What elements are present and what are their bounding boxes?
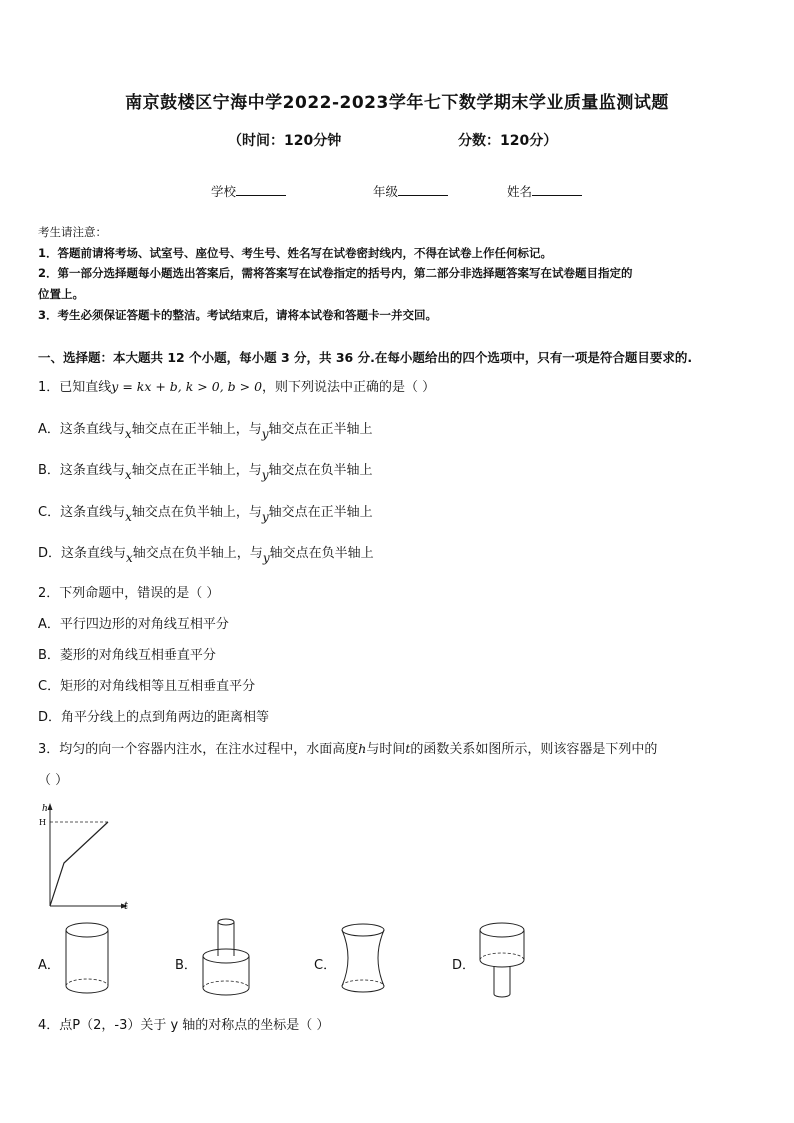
- q1-b-label: B．这条直线与: [38, 463, 125, 478]
- score-info: 分数：120分）: [458, 133, 558, 149]
- q2-option-b: B．菱形的对角线互相垂直平分: [38, 648, 216, 663]
- x-var: x: [124, 468, 132, 482]
- note-item-2: 2．第一部分选择题每小题选出答案后，需将答案写在试卷指定的括号内，第二部分非选择题答案写在试卷题目指定的: [38, 266, 633, 280]
- q2-option-a: A．平行四边形的对角线互相平分: [38, 617, 229, 632]
- name-blank: [532, 184, 582, 196]
- q1-formula: y = kx + b, k > 0, b > 0: [111, 379, 263, 394]
- graph-h-mark: H: [39, 818, 46, 827]
- q3-function-graph: [32, 800, 142, 916]
- q3-option-b-label: B．: [175, 958, 197, 973]
- q3-option-d-label: D．: [452, 958, 476, 973]
- question-1-stem: [38, 376, 435, 395]
- question-3-stem: [38, 738, 657, 757]
- y-var: y: [261, 427, 269, 441]
- q2-option-d: D．角平分线上的点到角两边的距离相等: [38, 710, 270, 725]
- graph-y-arrow: [48, 803, 53, 810]
- q3-stem-a: 3．均匀的向一个容器内注水，在注水过程中，水面高度: [38, 742, 359, 757]
- q1-option-c: [38, 501, 373, 524]
- q1-prefix: 1．已知直线: [38, 380, 112, 395]
- q1-option-b: [38, 459, 373, 482]
- grade-label: 年级: [373, 184, 399, 199]
- x-var: x: [126, 551, 133, 565]
- time-info: （时间：120分钟: [228, 133, 342, 149]
- note-item-2-cont: 位置上。: [38, 287, 84, 301]
- q3-option-a-label: A．: [38, 958, 60, 973]
- q1-a-mid: 轴交点在正半轴上，与: [131, 422, 262, 437]
- q1-c-end: 轴交点在正半轴上: [268, 505, 373, 520]
- q3-option-c-label: C．: [314, 958, 337, 973]
- q1-a-end: 轴交点在正半轴上: [268, 422, 373, 437]
- q1-b-end: 轴交点在负半轴上: [268, 463, 373, 478]
- question-4-stem: 4．点P（2，-3）关于 y 轴的对称点的坐标是（ ）: [38, 1018, 330, 1033]
- container-d-narrow-bottom: [474, 918, 532, 1002]
- graph-x-label: t: [124, 901, 129, 912]
- t-var: t: [405, 741, 411, 756]
- q1-a-label: A．这条直线与: [38, 422, 125, 437]
- y-var: y: [262, 551, 270, 565]
- section-heading: 一、选择题：本大题共 12 个小题，每小题 3 分，共 36 分.在每小题给出的四个选项中，只有一项是符合题目要求的.: [38, 350, 693, 365]
- container-b-narrow-top: [198, 914, 258, 1002]
- q1-option-d: [38, 542, 374, 565]
- q1-d-label: D．这条直线与: [38, 546, 127, 561]
- q3-stem-c: 的函数关系如图所示，则该容器是下列中的: [410, 742, 658, 757]
- notes-heading: 考生请注意：: [38, 225, 107, 239]
- name-label: 姓名: [507, 184, 533, 199]
- h-var: h: [358, 741, 367, 756]
- y-var: y: [261, 510, 269, 524]
- q1-option-a: [38, 418, 373, 441]
- q1-c-mid: 轴交点在负半轴上，与: [131, 505, 262, 520]
- question-2-stem: 2．下列命题中，错误的是（ ）: [38, 586, 220, 601]
- y-var: y: [261, 468, 269, 482]
- q1-suffix: ，则下列说法中正确的是（ ）: [262, 380, 436, 395]
- school-blank: [236, 184, 286, 196]
- note-item-3: 3．考生必须保证答题卡的整洁。考试结束后，请将本试卷和答题卡一并交回。: [38, 308, 437, 322]
- q1-b-mid: 轴交点在正半轴上，与: [131, 463, 262, 478]
- grade-field: [373, 182, 448, 200]
- school-label: 学校: [211, 184, 237, 199]
- q1-c-label: C．这条直线与: [38, 505, 126, 520]
- page-title: 南京鼓楼区宁海中学2022-2023学年七下数学期末学业质量监测试题: [125, 93, 669, 113]
- name-field: [507, 182, 582, 200]
- x-var: x: [124, 427, 132, 441]
- q3-stem-b: 与时间: [366, 742, 406, 757]
- graph-water-curve: [50, 822, 108, 906]
- grade-blank: [398, 184, 448, 196]
- q2-option-c: C．矩形的对角线相等且互相垂直平分: [38, 679, 256, 694]
- q1-d-mid: 轴交点在负半轴上，与: [132, 546, 263, 561]
- q1-d-end: 轴交点在负半轴上: [269, 546, 374, 561]
- x-var: x: [125, 510, 132, 524]
- container-a-cylinder: [60, 918, 114, 1000]
- q3-paren: （ ）: [38, 773, 69, 788]
- school-field: [211, 182, 286, 200]
- container-c-waisted: [335, 918, 391, 1000]
- graph-y-label: h: [42, 804, 48, 814]
- note-item-1: 1．答题前请将考场、试室号、座位号、考生号、姓名写在试卷密封线内，不得在试卷上作任何标记。: [38, 246, 552, 260]
